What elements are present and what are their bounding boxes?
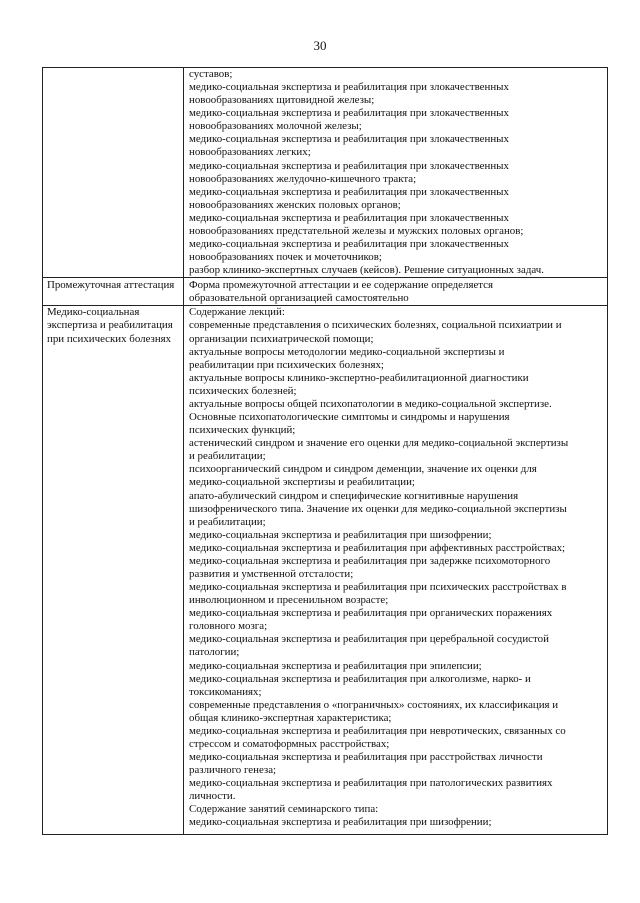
text-line: медико-социальная экспертиза и реабилитация при злокачественных: [189, 107, 509, 120]
curriculum-table: [42, 67, 608, 835]
text-line: актуальные вопросы методологии медико-социальной экспертизы и: [189, 345, 505, 358]
text-line: медико-социальная экспертиза и реабилитация при злокачественных: [189, 159, 509, 172]
row-title-cell: [43, 68, 184, 278]
text-line: новообразованиях молочной железы;: [189, 120, 362, 133]
text-line: актуальные вопросы общей психопатологии в медико-социальной экспертизе.: [189, 397, 552, 410]
text-line: новообразованиях желудочно-кишечного тракта;: [189, 172, 417, 185]
text-line: развития и умственной отсталости;: [189, 567, 354, 580]
text-line: современные представления о «пограничных» состояниях, их классификация и: [189, 698, 559, 711]
text-line: организации психиатрической помощи;: [189, 332, 374, 345]
text-line: общая клинико-экспертная характеристика;: [189, 711, 392, 724]
text-line: психических болезней;: [189, 384, 297, 397]
text-line: медико-социальная экспертиза и реабилитация при невротических, связанных со: [189, 724, 566, 737]
text-line: медико-социальная экспертиза и реабилитация при органических поражениях: [189, 607, 553, 620]
table-row: [43, 278, 608, 306]
row-content-cell: [184, 306, 608, 834]
text-line: личности.: [189, 790, 236, 803]
text-line: шизофренического типа. Значение их оценки для медико-социальной экспертизы: [189, 502, 567, 515]
text-line: медико-социальная экспертиза и реабилитация при эпилепсии;: [189, 659, 482, 672]
text-line: медико-социальная экспертиза и реабилитация при шизофрении;: [189, 528, 492, 541]
text-line: новообразованиях легких;: [189, 146, 311, 159]
row-content-cell: [184, 68, 608, 278]
text-line: медико-социальной экспертизы и реабилитации;: [189, 476, 415, 489]
text-line: новообразованиях женских половых органов;: [189, 198, 401, 211]
page-number: 30: [313, 38, 327, 53]
text-line: медико-социальная экспертиза и реабилитация при церебральной сосудистой: [189, 633, 549, 646]
row-title-cell: [43, 278, 184, 306]
text-line: и реабилитации;: [189, 515, 266, 528]
text-line: Медико-социальная: [47, 306, 140, 319]
text-line: стрессом и соматоформных расстройствах;: [189, 737, 390, 750]
text-line: экспертиза и реабилитация: [47, 319, 173, 332]
text-line: апато-абулический синдром и специфические когнитивные нарушения: [189, 489, 519, 502]
text-line: Форма промежуточной аттестации и ее содержание определяется: [189, 279, 494, 292]
text-line: и реабилитации;: [189, 450, 266, 463]
text-line: психоорганический синдром и синдром деменции, значение их оценки для: [189, 463, 537, 476]
text-line: патологии;: [189, 646, 240, 659]
text-line: при психических болезнях: [47, 332, 172, 345]
text-line: Содержание лекций:: [189, 306, 285, 319]
text-line: головного мозга;: [189, 620, 268, 633]
text-line: реабилитации при психических болезнях;: [189, 358, 384, 371]
text-line: разбор клинико-экспертных случаев (кейсов). Решение ситуационных задач.: [189, 264, 544, 277]
text-line: медико-социальная экспертиза и реабилитация при психических расстройствах в: [189, 581, 567, 594]
text-line: суставов;: [189, 68, 233, 80]
text-line: новообразованиях предстательной железы и мужских половых органов;: [189, 224, 524, 237]
text-line: медико-социальная экспертиза и реабилитация при задержке психомоторного: [189, 554, 551, 567]
text-line: токсикоманиях;: [189, 685, 262, 698]
text-line: современные представления о психических болезнях, социальной психиатрии и: [189, 319, 562, 332]
text-line: актуальные вопросы клинико-экспертно-реабилитационной диагностики: [189, 371, 529, 384]
text-line: образовательной организацией самостоятельно: [189, 292, 409, 305]
text-line: новообразованиях щитовидной железы;: [189, 94, 375, 107]
text-line: медико-социальная экспертиза и реабилитация при злокачественных: [189, 133, 509, 146]
text-line: медико-социальная экспертиза и реабилитация при злокачественных: [189, 185, 509, 198]
table-row: [43, 68, 608, 278]
text-line: психических функций;: [189, 424, 296, 437]
text-line: Содержание занятий семинарского типа:: [189, 803, 379, 816]
text-line: медико-социальная экспертиза и реабилитация при злокачественных: [189, 238, 509, 251]
text-line: медико-социальная экспертиза и реабилитация при расстройствах личности: [189, 751, 543, 764]
text-line: медико-социальная экспертиза и реабилитация при злокачественных: [189, 211, 509, 224]
text-line: астенический синдром и значение его оценки для медико-социальной экспертизы: [189, 437, 569, 450]
text-line: медико-социальная экспертиза и реабилитация при аффективных расстройствах;: [189, 541, 566, 554]
text-line: Основные психопатологические симптомы и синдромы и нарушения: [189, 411, 510, 424]
text-line: медико-социальная экспертиза и реабилитация при алкоголизме, нарко- и: [189, 672, 531, 685]
text-line: медико-социальная экспертиза и реабилитация при шизофрении;: [189, 816, 492, 829]
text-line: Промежуточная аттестация: [47, 279, 175, 292]
text-line: новообразованиях почек и мочеточников;: [189, 251, 382, 264]
table-row: [43, 306, 608, 834]
row-title-cell: [43, 306, 184, 834]
text-line: медико-социальная экспертиза и реабилитация при злокачественных: [189, 81, 509, 94]
text-line: различного генеза;: [189, 764, 277, 777]
text-line: инволюционном и пресенильном возрасте;: [189, 594, 389, 607]
row-content-cell: [184, 278, 608, 306]
text-line: медико-социальная экспертиза и реабилитация при патологических развитиях: [189, 777, 553, 790]
